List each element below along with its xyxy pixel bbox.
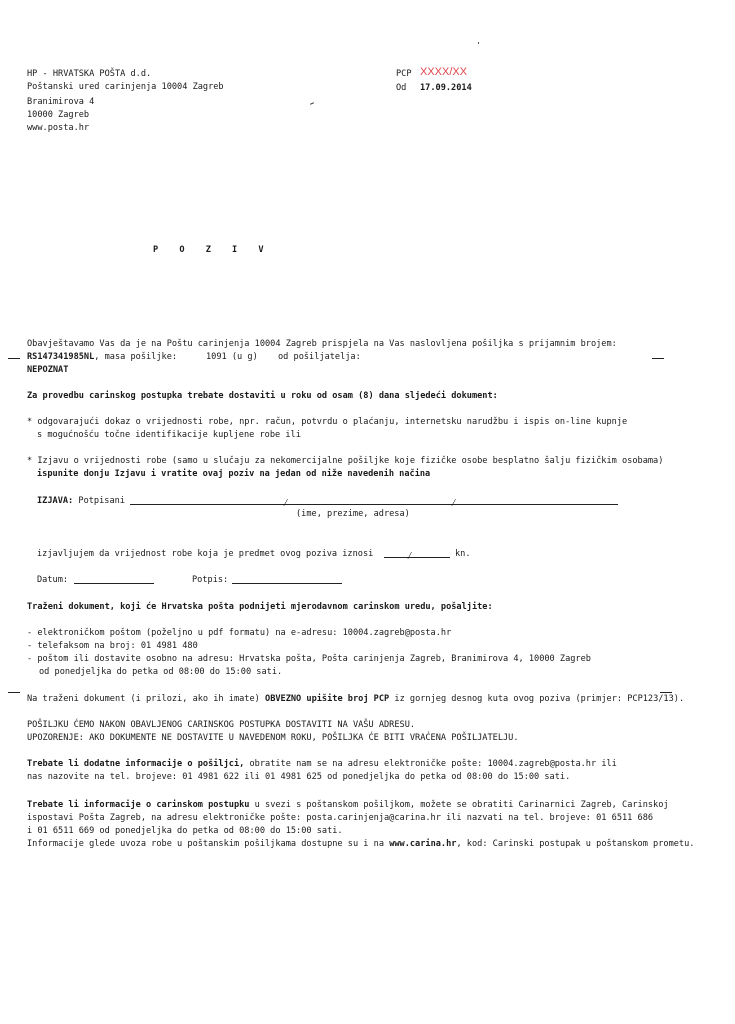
- sender-line-4: 10000 Zagreb: [27, 110, 90, 120]
- info2-line-3: i 01 6511 669 od ponedjeljka do petka od 08:00 do 15:00 sati.: [27, 826, 343, 836]
- field-caption: (ime, prezime, adresa): [296, 509, 410, 519]
- tracking-number: RS147341985NL: [27, 352, 95, 362]
- value-text: izjavljujem da vrijednost robe koja je predmet ovog poziva iznosi: [37, 549, 374, 559]
- date-value: 17.09.2014: [420, 83, 472, 93]
- pen-mark: /: [408, 550, 412, 562]
- pen-mark: /: [452, 497, 456, 509]
- info1-line-2: nas nazovite na tel. brojeve: 01 4981 622 ili 01 4981 625 od ponedjeljka do petka od 08:00 do 15:00 sati.: [27, 772, 571, 782]
- currency-label: kn.: [455, 549, 471, 559]
- bullet-2-line-2: ispunite donju Izjavu i vratite ovaj poziv na jedan od niže navedenih načina: [37, 469, 431, 479]
- info1-rest: obratite nam se na adresu elektroničke pošte: 10004.zagreb@posta.hr ili: [249, 759, 617, 769]
- delivery-item-post: - poštom ili dostavite osobno na adresu: Hrvatska pošta, Pošta carinjenja Zagreb, Branimirova 4, 10000 Zagreb: [27, 654, 591, 664]
- info2-bold: Trebate li informacije o carinskom postupku: [27, 800, 250, 810]
- info2-line-1: [27, 799, 669, 811]
- sender-text: od pošiljatelja:: [278, 352, 361, 362]
- sender-line-2: Poštanski ured carinjenja 10004 Zagreb: [27, 82, 224, 92]
- fold-mark: [8, 692, 20, 693]
- info1-line-1: [27, 758, 617, 770]
- attachments-before: Na traženi dokument (i prilozi, ako ih imate): [27, 694, 260, 704]
- attachments-note: [27, 693, 684, 705]
- mass-text: , masa pošiljke:: [94, 352, 178, 362]
- sender-line-5: www.posta.hr: [27, 123, 90, 133]
- scan-speck: [478, 42, 479, 44]
- notice-line-1: Obavještavamo Vas da je na Poštu carinjenja 10004 Zagreb prispjela na Vas naslovljena pošiljka s prijamnim brojem:: [27, 339, 617, 349]
- date-field[interactable]: [74, 583, 154, 584]
- info2-before: Informacije glede uvoza robe u poštanskim pošiljkama dostupne su i na: [27, 839, 384, 849]
- pcp-label: PCP: [396, 69, 412, 79]
- statement-label: IZJAVA:: [37, 496, 74, 506]
- info2-line-4: [27, 838, 694, 850]
- signature-field[interactable]: [232, 583, 342, 584]
- delivery-item-post-hours: od ponedjeljka do petka od 08:00 do 15:00 sati.: [39, 667, 283, 677]
- mass-value: 1091 (u g): [206, 352, 258, 362]
- info2-rest: u svezi s poštanskom pošiljkom, možete se obratiti Carinarnici Zagreb, Carinskoj: [254, 800, 669, 810]
- delivery-item-email: - elektroničkom poštom (poželjno u pdf formatu) na e-adresu: 10004.zagreb@posta.hr: [27, 628, 452, 638]
- bullet-1-line-1: * odgovarajući dokaz o vrijednosti robe, npr. račun, potvrdu o plaćanju, internetsku narudžbu i ispis on-line kupnje: [27, 417, 628, 427]
- notice-line-2: [27, 351, 177, 363]
- pen-mark: /: [284, 497, 288, 509]
- signed-label: Potpisani: [78, 496, 125, 506]
- document-title: P O Z I V: [153, 245, 272, 255]
- warning-delivery: POŠILJKU ĆEMO NAKON OBAVLJENOG CARINSKOG POSTUPKA DOSTAVITI NA VAŠU ADRESU.: [27, 720, 416, 730]
- delivery-heading: Traženi dokument, koji će Hrvatska pošta podnijeti mjerodavnom carinskom uredu, pošaljite:: [27, 602, 493, 612]
- attachments-bold: OBVEZNO upišite broj PCP: [265, 694, 390, 704]
- fold-mark: [8, 358, 20, 359]
- requirement-heading: Za provedbu carinskog postupka trebate dostaviti u roku od osam (8) dana sljedeći dokument:: [27, 391, 498, 401]
- sender-value: NEPOZNAT: [27, 365, 69, 375]
- info2-after: , kod: Carinski postupak u poštanskom prometu.: [456, 839, 695, 849]
- warning-return: UPOZORENJE: AKO DOKUMENTE NE DOSTAVITE U NAVEDENOM ROKU, POŠILJKA ĆE BITI VRAĆENA POŠILJATELJU.: [27, 733, 519, 743]
- sender-line-3: Branimirova 4: [27, 97, 95, 107]
- date-label: Od: [396, 83, 407, 93]
- scan-speck: [310, 102, 314, 105]
- bullet-1-line-2: s mogućnošću točne identifikacije kupljene robe ili: [37, 430, 301, 440]
- sender-line-1: HP - HRVATSKA POŠTA d.d.: [27, 69, 152, 79]
- customs-link[interactable]: www.carina.hr: [389, 839, 457, 849]
- signature-label: Potpis:: [192, 575, 229, 585]
- pcp-value: XXXX/XX: [420, 66, 468, 78]
- delivery-item-fax: - telefaksom na broj: 01 4981 480: [27, 641, 198, 651]
- attachments-after: iz gornjeg desnog kuta ovog poziva (primjer: PCP123/13).: [394, 694, 685, 704]
- info2-line-2: ispostavi Pošta Zagreb, na adresu elektroničke pošte: posta.carinjenja@carina.hr ili nazvati na tel. brojeve: 01 6511 686: [27, 813, 654, 823]
- fold-mark: [652, 358, 664, 359]
- bullet-2-line-1: * Izjavu o vrijednosti robe (samo u slučaju za nekomercijalne pošiljke koje fizičke osobe besplatno šalju fizičkim osobama): [27, 456, 664, 466]
- info1-bold: Trebate li dodatne informacije o pošiljci,: [27, 759, 245, 769]
- date-field-label: Datum:: [37, 575, 69, 585]
- name-address-field[interactable]: [130, 504, 618, 505]
- statement-row: [37, 495, 125, 507]
- value-field[interactable]: [384, 557, 450, 558]
